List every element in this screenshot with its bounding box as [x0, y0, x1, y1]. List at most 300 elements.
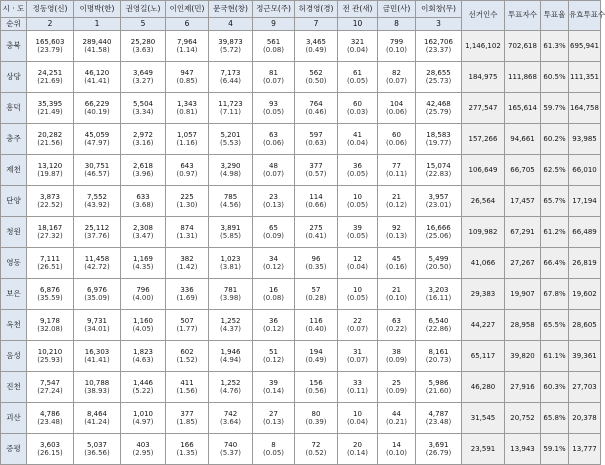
vote-count: 336 — [180, 285, 194, 294]
vote-cell — [338, 372, 378, 403]
vote-cell — [74, 31, 121, 62]
vote-cell — [166, 403, 209, 434]
vote-count: 21 — [392, 192, 401, 201]
vote-cell — [295, 434, 338, 465]
vote-percent: (0.05) — [346, 170, 369, 178]
summary-header: 유효투표수 — [569, 1, 601, 31]
vote-percent: (0.41) — [305, 232, 327, 240]
vote-percent: (0.07) — [385, 77, 408, 85]
vote-count: 39 — [269, 378, 278, 387]
vote-percent: (42.72) — [84, 263, 110, 271]
table-row — [1, 31, 601, 62]
vote-count: 7,173 — [220, 68, 241, 77]
vote-cell — [416, 341, 462, 372]
vote-percent: (4.56) — [219, 201, 242, 209]
vote-count: 8 — [271, 440, 276, 449]
vote-count: 3,465 — [305, 37, 327, 46]
vote-cell — [166, 217, 209, 248]
vote-count: 799 — [389, 37, 404, 46]
vote-percent: (25.79) — [425, 108, 452, 116]
turnout-rate: 61.3% — [541, 31, 569, 62]
vote-cell — [209, 372, 253, 403]
vote-count: 10 — [353, 409, 362, 418]
vote-count: 6,876 — [39, 285, 61, 294]
vote-cell — [121, 31, 166, 62]
vote-count: 377 — [309, 161, 323, 170]
vote-cell — [166, 341, 209, 372]
vote-count: 165,603 — [35, 37, 65, 46]
vote-count: 30,751 — [84, 161, 110, 170]
vote-count: 1,010 — [132, 409, 154, 418]
vote-cell — [121, 217, 166, 248]
vote-count: 92 — [392, 223, 401, 232]
vote-cell — [27, 155, 74, 186]
vote-percent: (0.05) — [346, 77, 369, 85]
header-row-candidates — [1, 1, 601, 18]
region-name: 보은 — [1, 279, 27, 310]
vote-count: 63 — [392, 316, 401, 325]
vote-cell — [27, 403, 74, 434]
electorate-count: 44,227 — [462, 310, 505, 341]
vote-percent: (21.56) — [37, 139, 63, 147]
vote-percent: (16.11) — [425, 294, 452, 302]
vote-percent: (1.30) — [176, 201, 198, 209]
vote-percent: (5.85) — [219, 232, 242, 240]
vote-cell — [74, 310, 121, 341]
vote-cell — [295, 124, 338, 155]
turnout-count: 66,705 — [505, 155, 541, 186]
vote-percent: (26.15) — [37, 449, 63, 457]
vote-cell — [74, 124, 121, 155]
valid-vote-count: 28,605 — [569, 310, 601, 341]
turnout-rate: 59.7% — [541, 93, 569, 124]
vote-cell — [74, 403, 121, 434]
candidate-header: 이명박(한) — [74, 1, 121, 18]
vote-count: 10 — [353, 285, 362, 294]
vote-percent: (1.56) — [176, 387, 198, 395]
vote-percent: (3.81) — [219, 263, 242, 271]
vote-count: 72 — [311, 440, 321, 449]
vote-count: 16,666 — [426, 223, 451, 232]
vote-count: 63 — [269, 130, 278, 139]
vote-cell — [253, 248, 295, 279]
vote-cell — [378, 186, 416, 217]
vote-count: 1,252 — [220, 378, 241, 387]
vote-cell — [209, 62, 253, 93]
candidate-header: 정근모(주) — [253, 1, 295, 18]
table-row — [1, 341, 601, 372]
vote-cell — [416, 217, 462, 248]
vote-count: 27 — [269, 409, 278, 418]
vote-percent: (1.85) — [176, 418, 198, 426]
valid-vote-count: 26,819 — [569, 248, 601, 279]
electorate-count: 1,146,102 — [462, 31, 505, 62]
vote-cell — [27, 217, 74, 248]
vote-percent: (0.04) — [346, 418, 369, 426]
vote-count: 377 — [180, 409, 194, 418]
vote-percent: (4.05) — [132, 325, 154, 333]
vote-cell — [166, 310, 209, 341]
vote-cell — [378, 31, 416, 62]
vote-cell — [253, 155, 295, 186]
vote-percent: (4.63) — [132, 356, 154, 364]
vote-cell — [295, 155, 338, 186]
turnout-count: 17,457 — [505, 186, 541, 217]
region-name: 옥천 — [1, 310, 27, 341]
vote-count: 1,252 — [220, 316, 241, 325]
vote-cell — [253, 62, 295, 93]
electorate-count: 184,975 — [462, 62, 505, 93]
vote-percent: (0.13) — [385, 232, 408, 240]
vote-count: 5,037 — [86, 440, 108, 449]
vote-cell — [27, 279, 74, 310]
vote-percent: (1.31) — [176, 232, 198, 240]
region-name: 증평 — [1, 434, 27, 465]
vote-count: 162,706 — [424, 37, 453, 46]
vote-percent: (4.00) — [132, 294, 154, 302]
vote-count: 7,964 — [176, 37, 198, 46]
vote-count: 7,111 — [39, 254, 61, 263]
vote-count: 60 — [392, 130, 401, 139]
vote-count: 22 — [353, 316, 362, 325]
vote-cell — [209, 310, 253, 341]
vote-cell — [166, 155, 209, 186]
candidate-rank: 10 — [338, 18, 378, 31]
turnout-rate: 65.7% — [541, 186, 569, 217]
turnout-count: 165,614 — [505, 93, 541, 124]
vote-count: 18,583 — [426, 130, 451, 139]
vote-cell — [209, 124, 253, 155]
vote-percent: (0.22) — [385, 325, 408, 333]
vote-percent: (25.73) — [425, 77, 452, 85]
vote-cell — [378, 403, 416, 434]
turnout-count: 67,291 — [505, 217, 541, 248]
vote-cell — [166, 93, 209, 124]
vote-cell — [166, 62, 209, 93]
vote-cell — [295, 217, 338, 248]
vote-cell — [166, 186, 209, 217]
vote-count: 8,464 — [86, 409, 108, 418]
table-row — [1, 217, 601, 248]
vote-count: 36 — [269, 316, 278, 325]
vote-count: 11,458 — [84, 254, 110, 263]
vote-count: 65 — [269, 223, 278, 232]
vote-percent: (20.73) — [425, 356, 452, 364]
vote-percent: (1.52) — [176, 356, 198, 364]
vote-count: 7,552 — [86, 192, 108, 201]
vote-count: 225 — [180, 192, 194, 201]
vote-cell — [378, 372, 416, 403]
vote-cell — [121, 372, 166, 403]
vote-cell — [74, 248, 121, 279]
valid-vote-count: 27,703 — [569, 372, 601, 403]
vote-count: 34 — [269, 254, 278, 263]
candidate-header: 정동영(신) — [27, 1, 74, 18]
table-row — [1, 155, 601, 186]
vote-count: 3,203 — [428, 285, 449, 294]
vote-percent: (0.03) — [346, 108, 369, 116]
vote-percent: (35.59) — [37, 294, 63, 302]
vote-cell — [209, 434, 253, 465]
turnout-count: 39,820 — [505, 341, 541, 372]
vote-percent: (23.48) — [37, 418, 63, 426]
turnout-rate: 60.2% — [541, 124, 569, 155]
vote-count: 20 — [353, 440, 362, 449]
vote-percent: (0.04) — [346, 139, 369, 147]
valid-vote-count: 39,361 — [569, 341, 601, 372]
vote-count: 3,873 — [39, 192, 61, 201]
vote-cell — [27, 372, 74, 403]
vote-count: 156 — [309, 378, 323, 387]
vote-percent: (0.12) — [385, 201, 408, 209]
vote-percent: (0.52) — [305, 449, 327, 457]
table-row — [1, 403, 601, 434]
vote-percent: (0.11) — [346, 387, 369, 395]
vote-percent: (1.35) — [176, 449, 198, 457]
vote-cell — [416, 403, 462, 434]
vote-count: 57 — [311, 285, 321, 294]
vote-percent: (0.21) — [385, 418, 408, 426]
vote-cell — [121, 186, 166, 217]
vote-count: 1,160 — [132, 316, 154, 325]
vote-count: 6,540 — [428, 316, 449, 325]
vote-count: 10,210 — [37, 347, 63, 356]
vote-percent: (0.63) — [305, 139, 327, 147]
vote-percent: (23.01) — [425, 201, 452, 209]
vote-cell — [27, 434, 74, 465]
vote-percent: (0.28) — [305, 294, 327, 302]
electorate-count: 26,564 — [462, 186, 505, 217]
vote-cell — [378, 434, 416, 465]
vote-count: 51 — [269, 347, 278, 356]
vote-percent: (0.11) — [385, 170, 408, 178]
table-row — [1, 372, 601, 403]
vote-percent: (20.50) — [425, 263, 452, 271]
vote-cell — [74, 217, 121, 248]
candidate-rank: 1 — [74, 18, 121, 31]
vote-count: 3,957 — [428, 192, 449, 201]
vote-percent: (4.35) — [132, 263, 154, 271]
vote-cell — [295, 186, 338, 217]
vote-cell — [209, 248, 253, 279]
turnout-count: 94,661 — [505, 124, 541, 155]
vote-percent: (41.41) — [84, 77, 110, 85]
vote-cell — [253, 93, 295, 124]
vote-count: 9,178 — [39, 316, 61, 325]
vote-percent: (46.57) — [84, 170, 110, 178]
candidate-rank: 5 — [121, 18, 166, 31]
valid-vote-count: 20,378 — [569, 403, 601, 434]
vote-percent: (0.05) — [262, 449, 285, 457]
vote-percent: (0.06) — [385, 108, 408, 116]
electorate-count: 157,266 — [462, 124, 505, 155]
vote-cell — [416, 155, 462, 186]
region-name: 제천 — [1, 155, 27, 186]
vote-count: 46,120 — [84, 68, 110, 77]
vote-cell — [378, 124, 416, 155]
vote-percent: (0.04) — [346, 46, 369, 54]
vote-percent: (19.77) — [425, 139, 452, 147]
vote-percent: (0.04) — [346, 263, 369, 271]
vote-percent: (0.13) — [262, 418, 285, 426]
vote-count: 602 — [180, 347, 194, 356]
vote-count: 2,972 — [132, 130, 154, 139]
vote-count: 166 — [180, 440, 194, 449]
turnout-count: 19,907 — [505, 279, 541, 310]
vote-percent: (4.94) — [219, 356, 242, 364]
valid-vote-count: 19,602 — [569, 279, 601, 310]
vote-cell — [295, 93, 338, 124]
candidate-rank: 6 — [166, 18, 209, 31]
valid-vote-count: 66,489 — [569, 217, 601, 248]
vote-cell — [27, 124, 74, 155]
region-name: 청원 — [1, 217, 27, 248]
vote-percent: (3.98) — [219, 294, 242, 302]
vote-percent: (0.06) — [262, 139, 285, 147]
vote-count: 874 — [180, 223, 194, 232]
table-row — [1, 186, 601, 217]
candidate-rank: 2 — [27, 18, 74, 31]
vote-count: 38 — [392, 347, 401, 356]
vote-count: 25,112 — [84, 223, 110, 232]
candidate-header: 권영길(노) — [121, 1, 166, 18]
turnout-rate: 67.8% — [541, 279, 569, 310]
vote-percent: (0.08) — [262, 46, 285, 54]
vote-percent: (3.16) — [132, 139, 154, 147]
table-row — [1, 434, 601, 465]
vote-count: 33 — [353, 378, 362, 387]
vote-percent: (0.85) — [176, 77, 198, 85]
vote-count: 1,823 — [132, 347, 154, 356]
vote-count: 7,547 — [39, 378, 61, 387]
table-row — [1, 248, 601, 279]
vote-cell — [416, 31, 462, 62]
vote-cell — [121, 341, 166, 372]
vote-cell — [416, 93, 462, 124]
vote-percent: (0.05) — [262, 108, 285, 116]
vote-percent: (0.07) — [346, 325, 369, 333]
vote-cell — [209, 186, 253, 217]
vote-percent: (21.60) — [425, 387, 452, 395]
vote-count: 1,446 — [132, 378, 154, 387]
electorate-count: 46,280 — [462, 372, 505, 403]
vote-count: 13,120 — [37, 161, 63, 170]
vote-count: 382 — [180, 254, 194, 263]
vote-cell — [253, 434, 295, 465]
electorate-count: 65,117 — [462, 341, 505, 372]
corner-header-rank: 순위 — [1, 18, 27, 31]
vote-cell — [295, 248, 338, 279]
region-name: 영동 — [1, 248, 27, 279]
vote-count: 6,976 — [86, 285, 108, 294]
vote-percent: (0.66) — [305, 201, 327, 209]
vote-cell — [27, 186, 74, 217]
vote-percent: (43.92) — [84, 201, 110, 209]
vote-cell — [209, 31, 253, 62]
vote-count: 60 — [353, 99, 362, 108]
turnout-count: 702,618 — [505, 31, 541, 62]
vote-cell — [166, 124, 209, 155]
vote-percent: (0.16) — [385, 263, 408, 271]
vote-count: 42,468 — [426, 99, 451, 108]
turnout-rate: 61.1% — [541, 341, 569, 372]
vote-percent: (0.06) — [385, 139, 408, 147]
vote-count: 3,290 — [220, 161, 241, 170]
vote-cell — [338, 124, 378, 155]
corner-header-region: 시 · 도 — [1, 1, 27, 18]
vote-count: 23 — [269, 192, 278, 201]
table-body — [1, 1, 605, 465]
vote-count: 18,167 — [37, 223, 63, 232]
electorate-count: 23,591 — [462, 434, 505, 465]
vote-percent: (40.19) — [84, 108, 110, 116]
vote-count: 20,282 — [37, 130, 63, 139]
vote-cell — [338, 186, 378, 217]
vote-cell — [295, 341, 338, 372]
vote-count: 4,787 — [428, 409, 449, 418]
vote-percent: (26.51) — [37, 263, 63, 271]
vote-cell — [209, 279, 253, 310]
valid-vote-count: 93,985 — [569, 124, 601, 155]
vote-cell — [338, 279, 378, 310]
vote-cell — [416, 124, 462, 155]
vote-cell — [74, 372, 121, 403]
candidate-header: 전 관(새) — [338, 1, 378, 18]
candidate-rank: 4 — [209, 18, 253, 31]
vote-cell — [74, 434, 121, 465]
turnout-rate: 59.1% — [541, 434, 569, 465]
vote-percent: (36.56) — [84, 449, 110, 457]
vote-count: 10 — [353, 192, 362, 201]
vote-count: 597 — [309, 130, 323, 139]
vote-percent: (21.49) — [37, 108, 63, 116]
electorate-count: 31,545 — [462, 403, 505, 434]
vote-cell — [416, 310, 462, 341]
vote-count: 14 — [392, 440, 401, 449]
vote-cell — [338, 31, 378, 62]
candidate-header: 문국현(창) — [209, 1, 253, 18]
vote-percent: (0.10) — [385, 46, 408, 54]
turnout-count: 13,943 — [505, 434, 541, 465]
vote-percent: (0.07) — [262, 77, 285, 85]
region-name: 진천 — [1, 372, 27, 403]
vote-cell — [416, 248, 462, 279]
vote-percent: (1.69) — [176, 294, 198, 302]
vote-percent: (0.49) — [305, 46, 327, 54]
valid-vote-count: 111,351 — [569, 62, 601, 93]
vote-cell — [27, 341, 74, 372]
vote-percent: (0.05) — [346, 232, 369, 240]
vote-count: 507 — [180, 316, 194, 325]
vote-cell — [378, 248, 416, 279]
vote-count: 1,057 — [176, 130, 198, 139]
vote-cell — [338, 248, 378, 279]
vote-percent: (5.37) — [219, 449, 242, 457]
vote-count: 24,251 — [37, 68, 63, 77]
summary-header: 선거인수 — [462, 1, 505, 31]
vote-count: 275 — [309, 223, 323, 232]
vote-cell — [121, 310, 166, 341]
vote-percent: (4.76) — [219, 387, 242, 395]
vote-cell — [295, 279, 338, 310]
vote-cell — [416, 279, 462, 310]
vote-count: 77 — [392, 161, 401, 170]
vote-cell — [338, 434, 378, 465]
vote-count: 5,201 — [220, 130, 241, 139]
vote-count: 9,731 — [86, 316, 108, 325]
valid-vote-count: 695,941 — [569, 31, 601, 62]
vote-cell — [166, 279, 209, 310]
